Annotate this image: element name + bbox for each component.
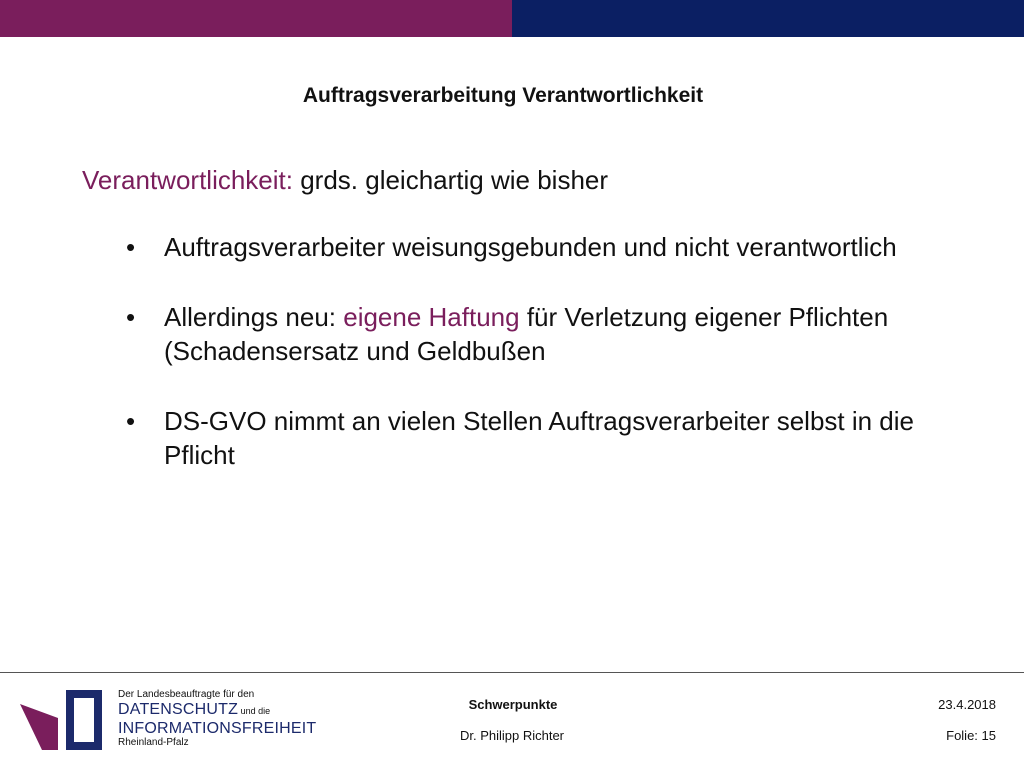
- logo-line-1: Der Landesbeauftragte für den: [118, 689, 255, 700]
- footer-date: 23.4.2018: [938, 697, 996, 712]
- bullet-text: Auftragsverarbeiter weisungsgebunden und nicht verantwortlich: [164, 232, 897, 262]
- bullet-highlight: eigene Haftung: [343, 302, 520, 332]
- logo-line-4: Rheinland-Pfalz: [118, 737, 189, 748]
- bullet-item: [126, 300, 926, 368]
- bullet-dot-icon: •: [126, 232, 136, 262]
- bullet-text-post: für Verletzung eigener Pflichten (Schadensersatz und Geldbußen: [164, 302, 889, 366]
- bullet-text-pre: Allerdings neu:: [164, 302, 344, 332]
- bullet-dot-icon: •: [126, 302, 136, 332]
- bullet-dot-icon: •: [126, 406, 136, 436]
- bullet-item: [126, 404, 926, 472]
- top-color-bar: [0, 0, 1024, 37]
- logo-line-3: INFORMATIONSFREIHEIT: [118, 720, 317, 737]
- footer-author: Dr. Philipp Richter: [459, 728, 565, 743]
- footer-topic: Schwerpunkte: [468, 697, 558, 712]
- slide-heading: [82, 163, 608, 197]
- footer-page-number: Folie: 15: [946, 728, 996, 743]
- heading-term: Verantwortlichkeit:: [82, 165, 293, 195]
- footer-divider: [0, 672, 1024, 673]
- top-bar-right-segment: [512, 0, 1024, 37]
- bullet-list: [126, 230, 926, 472]
- slide-title: Auftragsverarbeitung Verantwortlichkeit: [302, 84, 704, 107]
- top-bar-left-segment: [0, 0, 512, 37]
- heading-rest: grds. gleichartig wie bisher: [292, 165, 609, 195]
- logo-datenschutz: DATENSCHUTZ: [118, 701, 239, 718]
- bullet-text: DS-GVO nimmt an vielen Stellen Auftragsverarbeiter selbst in die Pflicht: [164, 406, 915, 470]
- logo-und-die: und die: [238, 706, 271, 716]
- bullet-item: [126, 230, 926, 264]
